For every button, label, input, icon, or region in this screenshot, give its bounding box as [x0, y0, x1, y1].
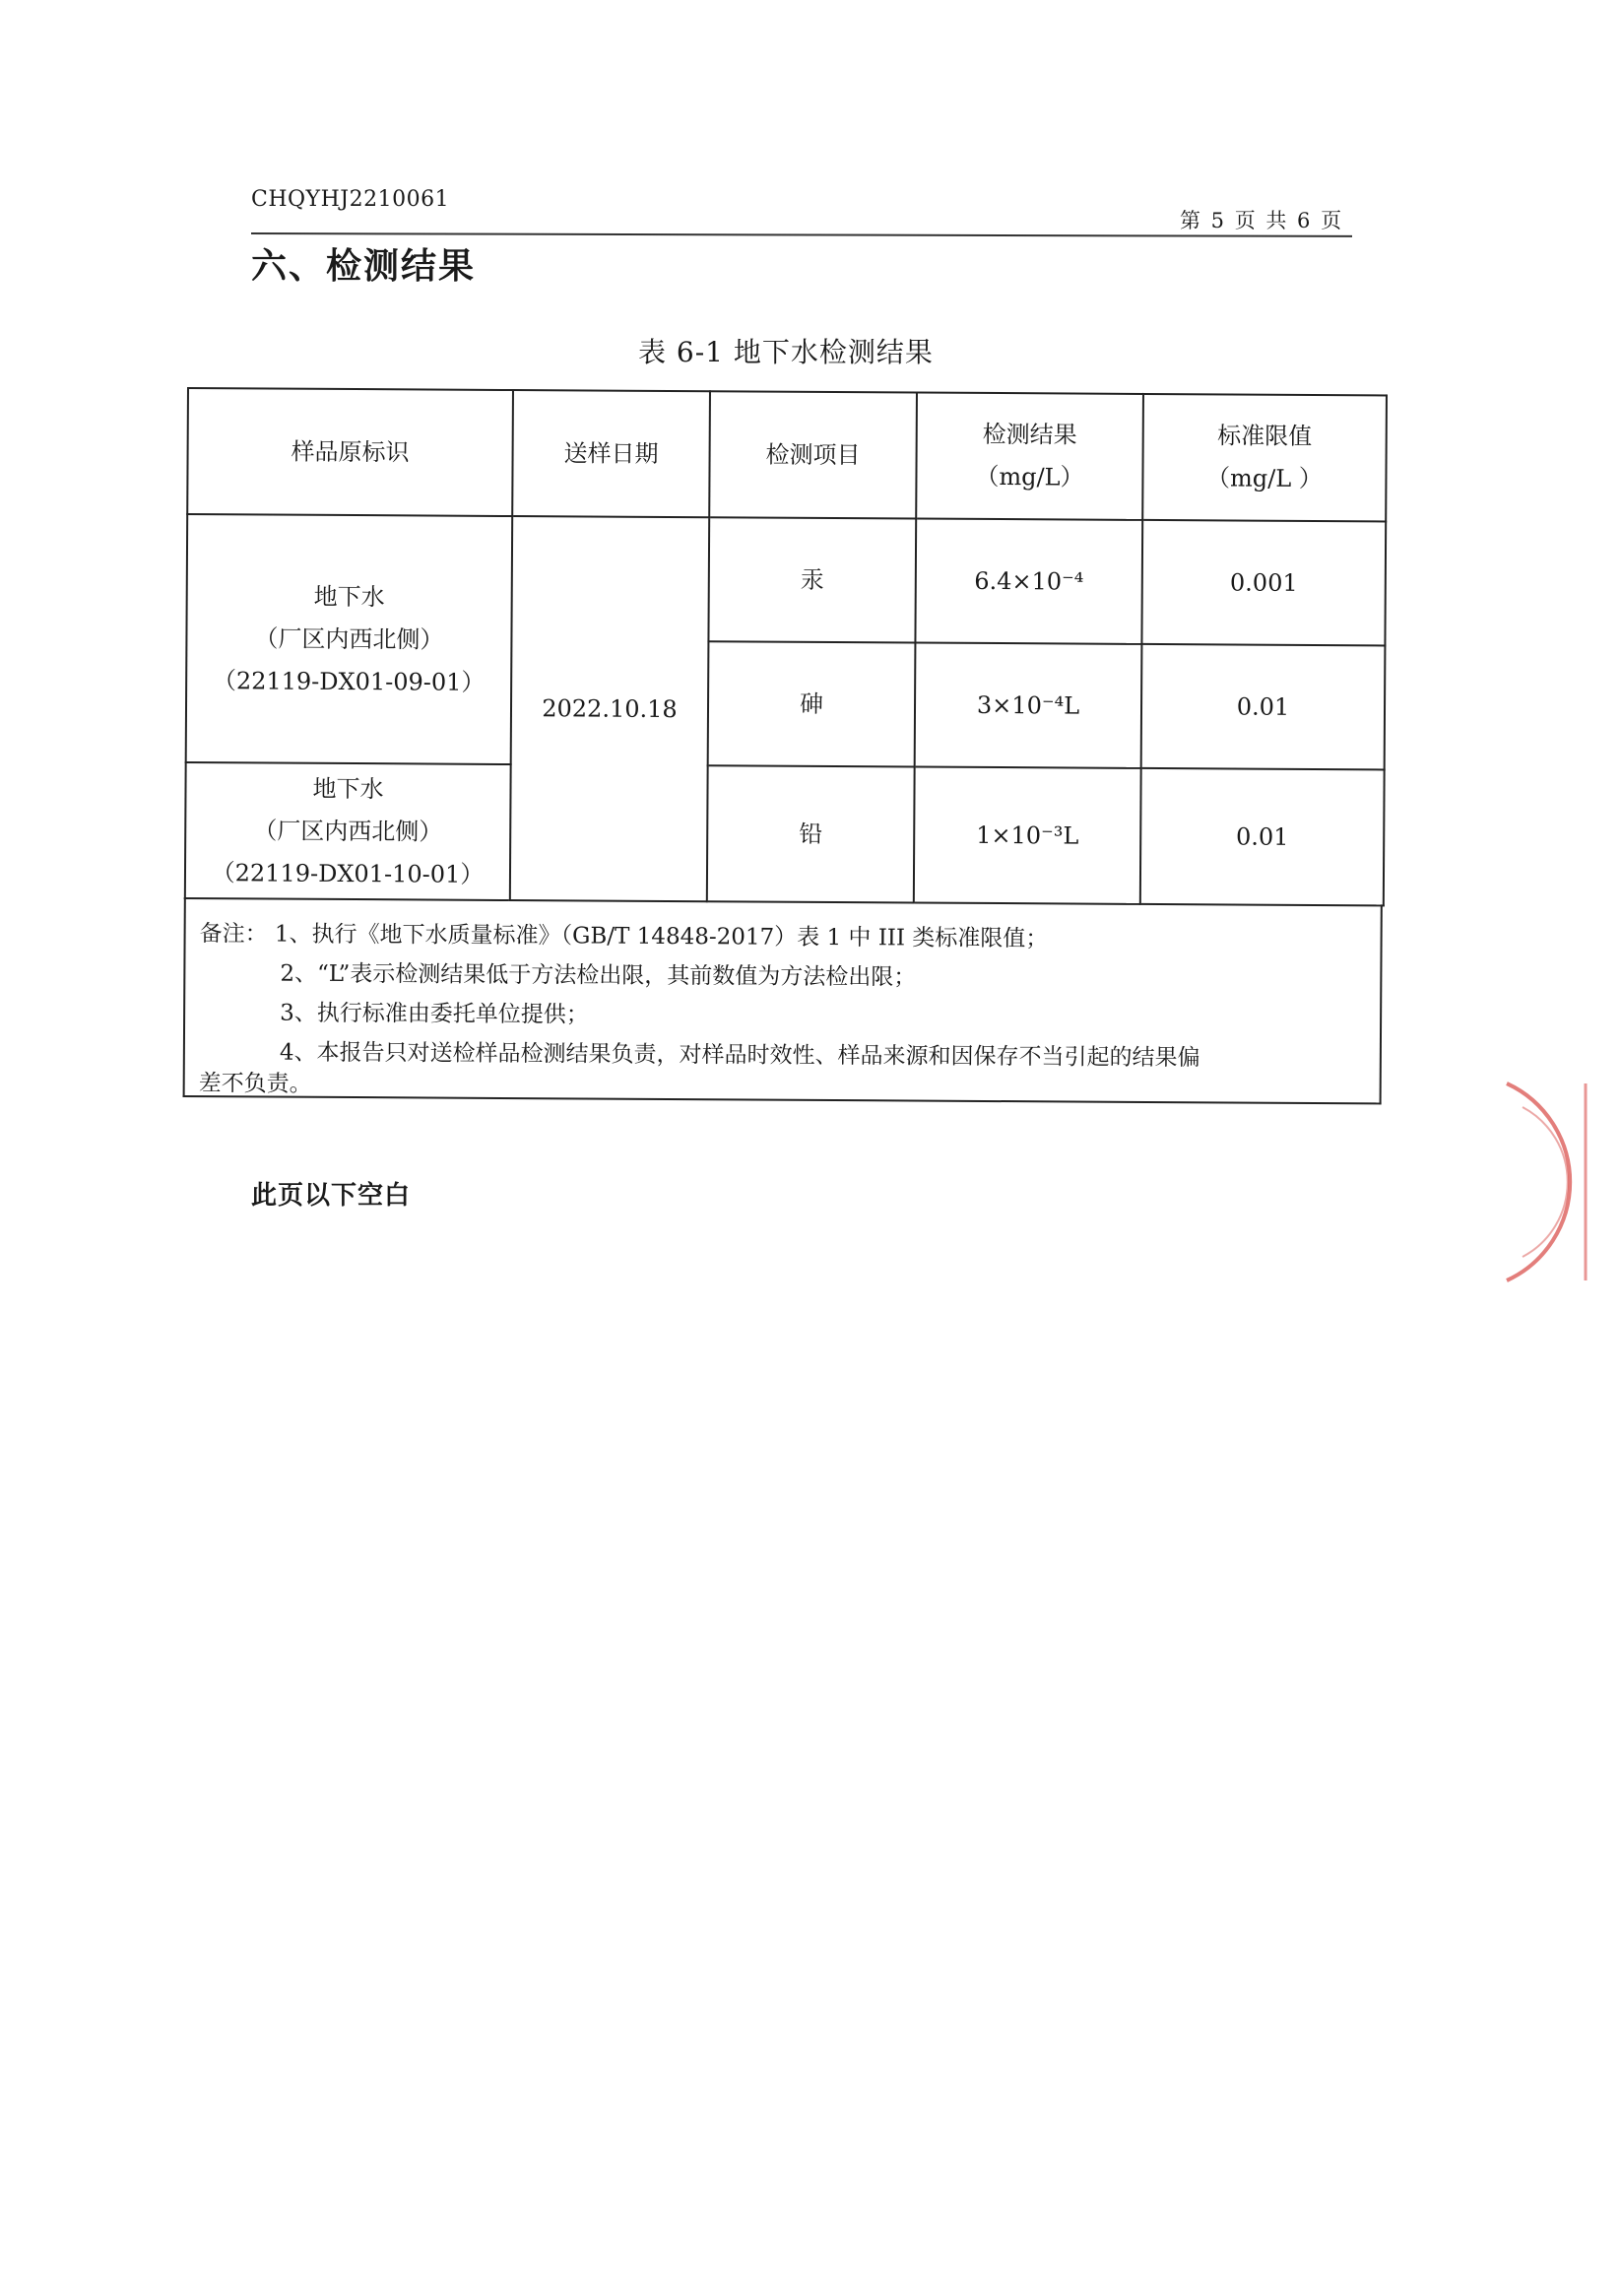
result-cell: 1×10⁻³L	[914, 767, 1141, 904]
red-seal-stamp	[1487, 1064, 1621, 1300]
limit-cell: 0.001	[1141, 520, 1386, 646]
sample-id-cell: 地下水 （厂区内西北侧） （22119-DX01-10-01）	[185, 762, 511, 900]
section-title: 六、检测结果	[251, 245, 477, 287]
page-number: 第 5 页 共 6 页	[1180, 209, 1344, 232]
col-header-item: 检测项目	[709, 391, 917, 518]
limit-cell: 0.01	[1141, 644, 1386, 770]
result-cell: 3×10⁻⁴L	[915, 643, 1142, 768]
remark-line: 2、“L”表示检测结果低于方法检出限，其前数值为方法检出限；	[280, 960, 917, 991]
limit-cell: 0.01	[1140, 768, 1385, 906]
col-header-sample-id: 样品原标识	[187, 388, 513, 516]
item-cell: 砷	[708, 641, 916, 766]
col-header-limit: 标准限值 （mg/L ）	[1142, 394, 1387, 522]
col-header-date: 送样日期	[512, 390, 710, 517]
item-cell: 铅	[707, 765, 915, 902]
remarks-box	[183, 897, 1383, 1104]
table-row	[186, 514, 1386, 645]
table-row	[185, 762, 1385, 905]
table-header-row	[187, 388, 1387, 521]
blank-below-note: 此页以下空白	[251, 1181, 412, 1211]
remark-line: 备注： 1、执行《地下水质量标准》（GB/T 14848-2017）表 1 中 III 类标准限值；	[199, 921, 1049, 952]
result-cell: 6.4×10⁻⁴	[915, 519, 1142, 644]
remark-line: 差不负责。	[198, 1071, 312, 1097]
results-table-container	[183, 387, 1386, 1104]
col-header-result: 检测结果 （mg/L）	[916, 393, 1143, 520]
results-table	[184, 387, 1388, 906]
sample-id-cell: 地下水 （厂区内西北侧） （22119-DX01-09-01）	[186, 514, 513, 764]
report-number: CHQYHJ2210061	[251, 187, 450, 212]
send-date-cell: 2022.10.18	[510, 516, 709, 901]
item-cell: 汞	[708, 517, 916, 642]
table-caption: 表 6-1 地下水检测结果	[638, 336, 934, 368]
remark-line: 4、本报告只对送检样品检测结果负责，对样品时效性、样品来源和因保存不当引起的结果偏	[279, 1039, 1200, 1072]
remark-line: 3、执行标准由委托单位提供；	[280, 1000, 589, 1028]
